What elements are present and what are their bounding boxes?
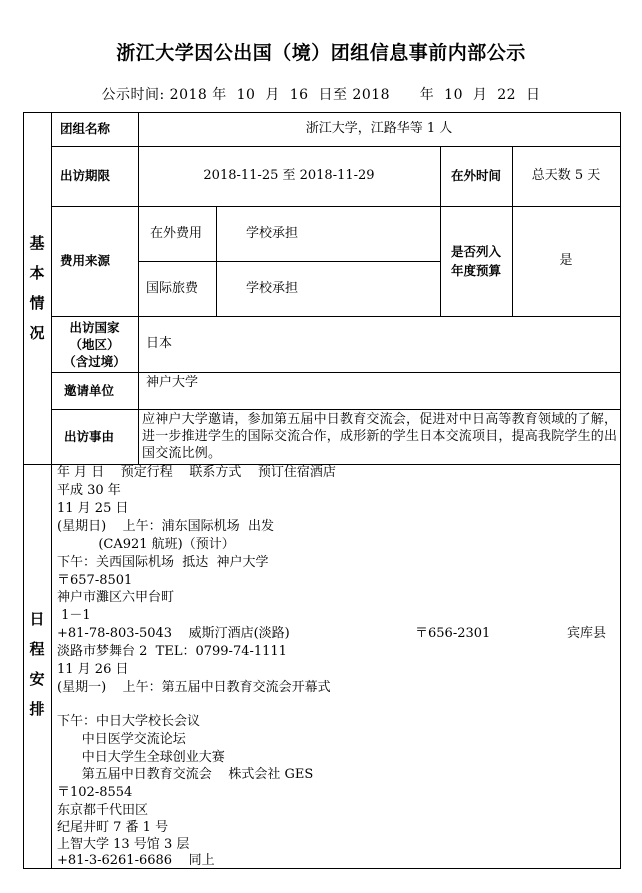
schedule-line: (星期一) 上午：第五届中日教育交流会开幕式 xyxy=(57,680,331,695)
schedule-line: 1－1 xyxy=(57,608,91,623)
travel-cost-value: 学校承担 xyxy=(246,280,299,296)
schedule-line: 中日医学交流论坛 xyxy=(57,732,186,747)
schedule-line: (星期日) 上午：浦东国际机场 出发 xyxy=(57,519,274,534)
budget-label: 是否列入年度预算 xyxy=(450,244,501,278)
schedule-line: 纪尾井町 7 番 1 号 xyxy=(57,820,169,835)
country-value: 日本 xyxy=(146,336,173,351)
schedule-line: 第五届中日教育交流会 株式会社 GES xyxy=(57,767,314,782)
schedule-line: 11 月 25 日 xyxy=(57,501,129,516)
notice-period: 公示时间: 2018 年 10 月 16 日至 2018 年 10 月 22 日 xyxy=(101,87,541,103)
schedule-line: (CA921 航班)（预计） xyxy=(57,537,235,552)
group-name-value: 浙江大学，江路华等 1 人 xyxy=(305,121,453,136)
funding-label: 费用来源 xyxy=(60,253,111,268)
page-title: 浙江大学因公出国（境）团组信息事前内部公示 xyxy=(116,42,526,64)
period-label: 出访期限 xyxy=(60,168,111,183)
budget-value: 是 xyxy=(559,253,573,268)
schedule-line: 下午：中日大学校长会议 xyxy=(57,714,201,729)
schedule-line: 下午：关西国际机场 抵达 神户大学 xyxy=(57,555,269,570)
section-basic-info: 基 本 情 况 xyxy=(29,234,45,342)
schedule-line: 神户市灘区六甲台町 xyxy=(57,590,175,605)
reason-label: 出访事由 xyxy=(64,428,115,444)
schedule-line: 东京都千代田区 xyxy=(57,803,149,818)
schedule-postal-right: 〒656-2301 xyxy=(415,626,491,641)
inviter-label: 邀请单位 xyxy=(64,382,115,398)
reason-value: 应神户大学邀请，参加第五届中日教育交流会，促进对中日高等教育领域的了解，进一步推进学生的国际交流合作，成形新的学生日本交流项目，提高我院学生的出国交流比例。 xyxy=(142,412,618,461)
schedule-line: +81-3-6261-6686 同上 xyxy=(57,853,215,868)
schedule-line: 中日大学生全球创业大赛 xyxy=(57,750,225,765)
inviter-value: 神户大学 xyxy=(146,375,199,390)
period-value: 2018-11-25 至 2018-11-29 xyxy=(203,168,375,183)
section-schedule: 日 程 安 排 xyxy=(29,610,45,718)
schedule-line: 上智大学 13 号馆 3 层 xyxy=(57,837,190,852)
schedule-line: 平成 30 年 xyxy=(57,483,121,498)
schedule-line: 年 月 日 预定行程 联系方式 预订住宿酒店 xyxy=(57,465,336,480)
abroad-time-value: 总天数 5 天 xyxy=(531,168,601,183)
schedule-line: 〒657-8501 xyxy=(57,573,133,588)
schedule-line: 〒102-8554 xyxy=(57,785,133,800)
country-label: 出访国家 （地区） （含过境） xyxy=(63,319,126,369)
travel-cost-label: 国际旅费 xyxy=(146,280,199,296)
abroad-cost-value: 学校承担 xyxy=(246,225,299,241)
abroad-cost-label: 在外费用 xyxy=(150,225,203,241)
abroad-time-label: 在外时间 xyxy=(450,168,501,183)
schedule-line: +81-78-803-5043 威斯汀酒店(淡路) xyxy=(57,626,290,641)
schedule-line: 11 月 26 日 xyxy=(57,662,129,677)
group-name-label: 团组名称 xyxy=(60,121,111,136)
schedule-prefecture: 宾库县 xyxy=(567,626,607,641)
schedule-line: 淡路市梦舞台 2 TEL：0799-74-1111 xyxy=(57,644,287,659)
